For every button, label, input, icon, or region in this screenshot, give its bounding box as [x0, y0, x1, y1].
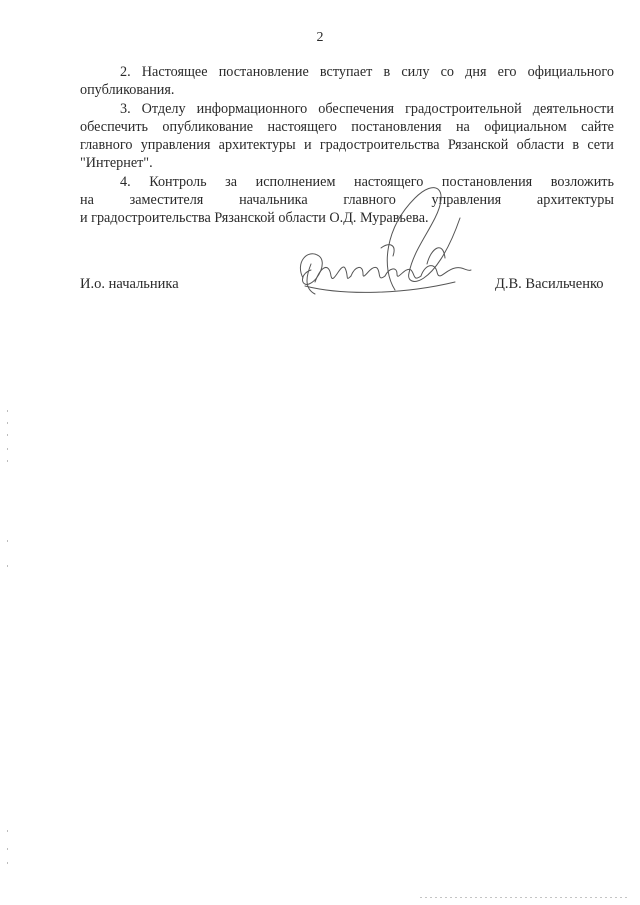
scan-bottom-marks: [420, 896, 630, 899]
word: постановления: [441, 174, 533, 190]
scan-margin-marks: [6, 400, 10, 880]
page-number: 2: [316, 30, 324, 45]
word: Отделу: [141, 101, 186, 117]
word: опубликование: [162, 119, 254, 135]
word: в: [383, 64, 391, 80]
word: настоящего: [354, 174, 424, 190]
word: дня: [465, 64, 487, 80]
signatory-role: И.о. начальника: [80, 276, 179, 292]
word: начальника: [239, 192, 308, 208]
word: области: [516, 137, 565, 153]
paragraph-2-line-1: [80, 64, 614, 81]
word: постановления: [351, 119, 442, 135]
word: архитектуры: [218, 137, 296, 153]
word: исполнением: [255, 174, 336, 190]
word: и: [303, 137, 312, 153]
word: управления: [140, 137, 211, 153]
word: официальном: [484, 119, 567, 135]
handwritten-signature: [285, 178, 475, 318]
word: на: [455, 119, 470, 135]
word: обеспечения: [318, 101, 395, 117]
word: 4.: [120, 174, 131, 190]
word: обеспечить: [80, 119, 149, 135]
word: сети: [587, 137, 614, 153]
word: деятельности: [532, 101, 614, 117]
word: управления: [431, 192, 502, 208]
paragraph-3-line-4: "Интернет".: [80, 155, 153, 171]
word: главного: [343, 192, 396, 208]
paragraph-3-line-3: [80, 137, 614, 154]
word: возложить: [550, 174, 614, 190]
word: Настоящее: [141, 64, 208, 80]
word: сайте: [581, 119, 614, 135]
paragraph-3-line-2: [80, 119, 614, 136]
word: постановление: [218, 64, 309, 80]
paragraph-2-line-2: опубликования.: [80, 82, 175, 98]
word: главного: [80, 137, 133, 153]
word: 3.: [120, 101, 131, 117]
word: 2.: [120, 64, 131, 80]
word: в: [572, 137, 580, 153]
word: информационного: [196, 101, 308, 117]
signatory-name: Д.В. Васильченко: [495, 276, 604, 292]
word: заместителя: [129, 192, 204, 208]
word: настоящего: [267, 119, 337, 135]
paragraph-3-line-1: [80, 101, 614, 118]
word: вступает: [319, 64, 373, 80]
word: официального: [527, 64, 614, 80]
paragraph-4-line-3: и градостроительства Рязанской области О.Д. Муравьева.: [80, 210, 429, 226]
word: Рязанской: [447, 137, 509, 153]
word: на: [80, 192, 94, 208]
word: градостроительной: [405, 101, 522, 117]
word: со: [440, 64, 454, 80]
word: за: [225, 174, 238, 190]
word: силу: [401, 64, 430, 80]
word: архитектуры: [536, 192, 614, 208]
word: Контроль: [149, 174, 207, 190]
word: его: [497, 64, 517, 80]
word: градостроительства: [319, 137, 440, 153]
